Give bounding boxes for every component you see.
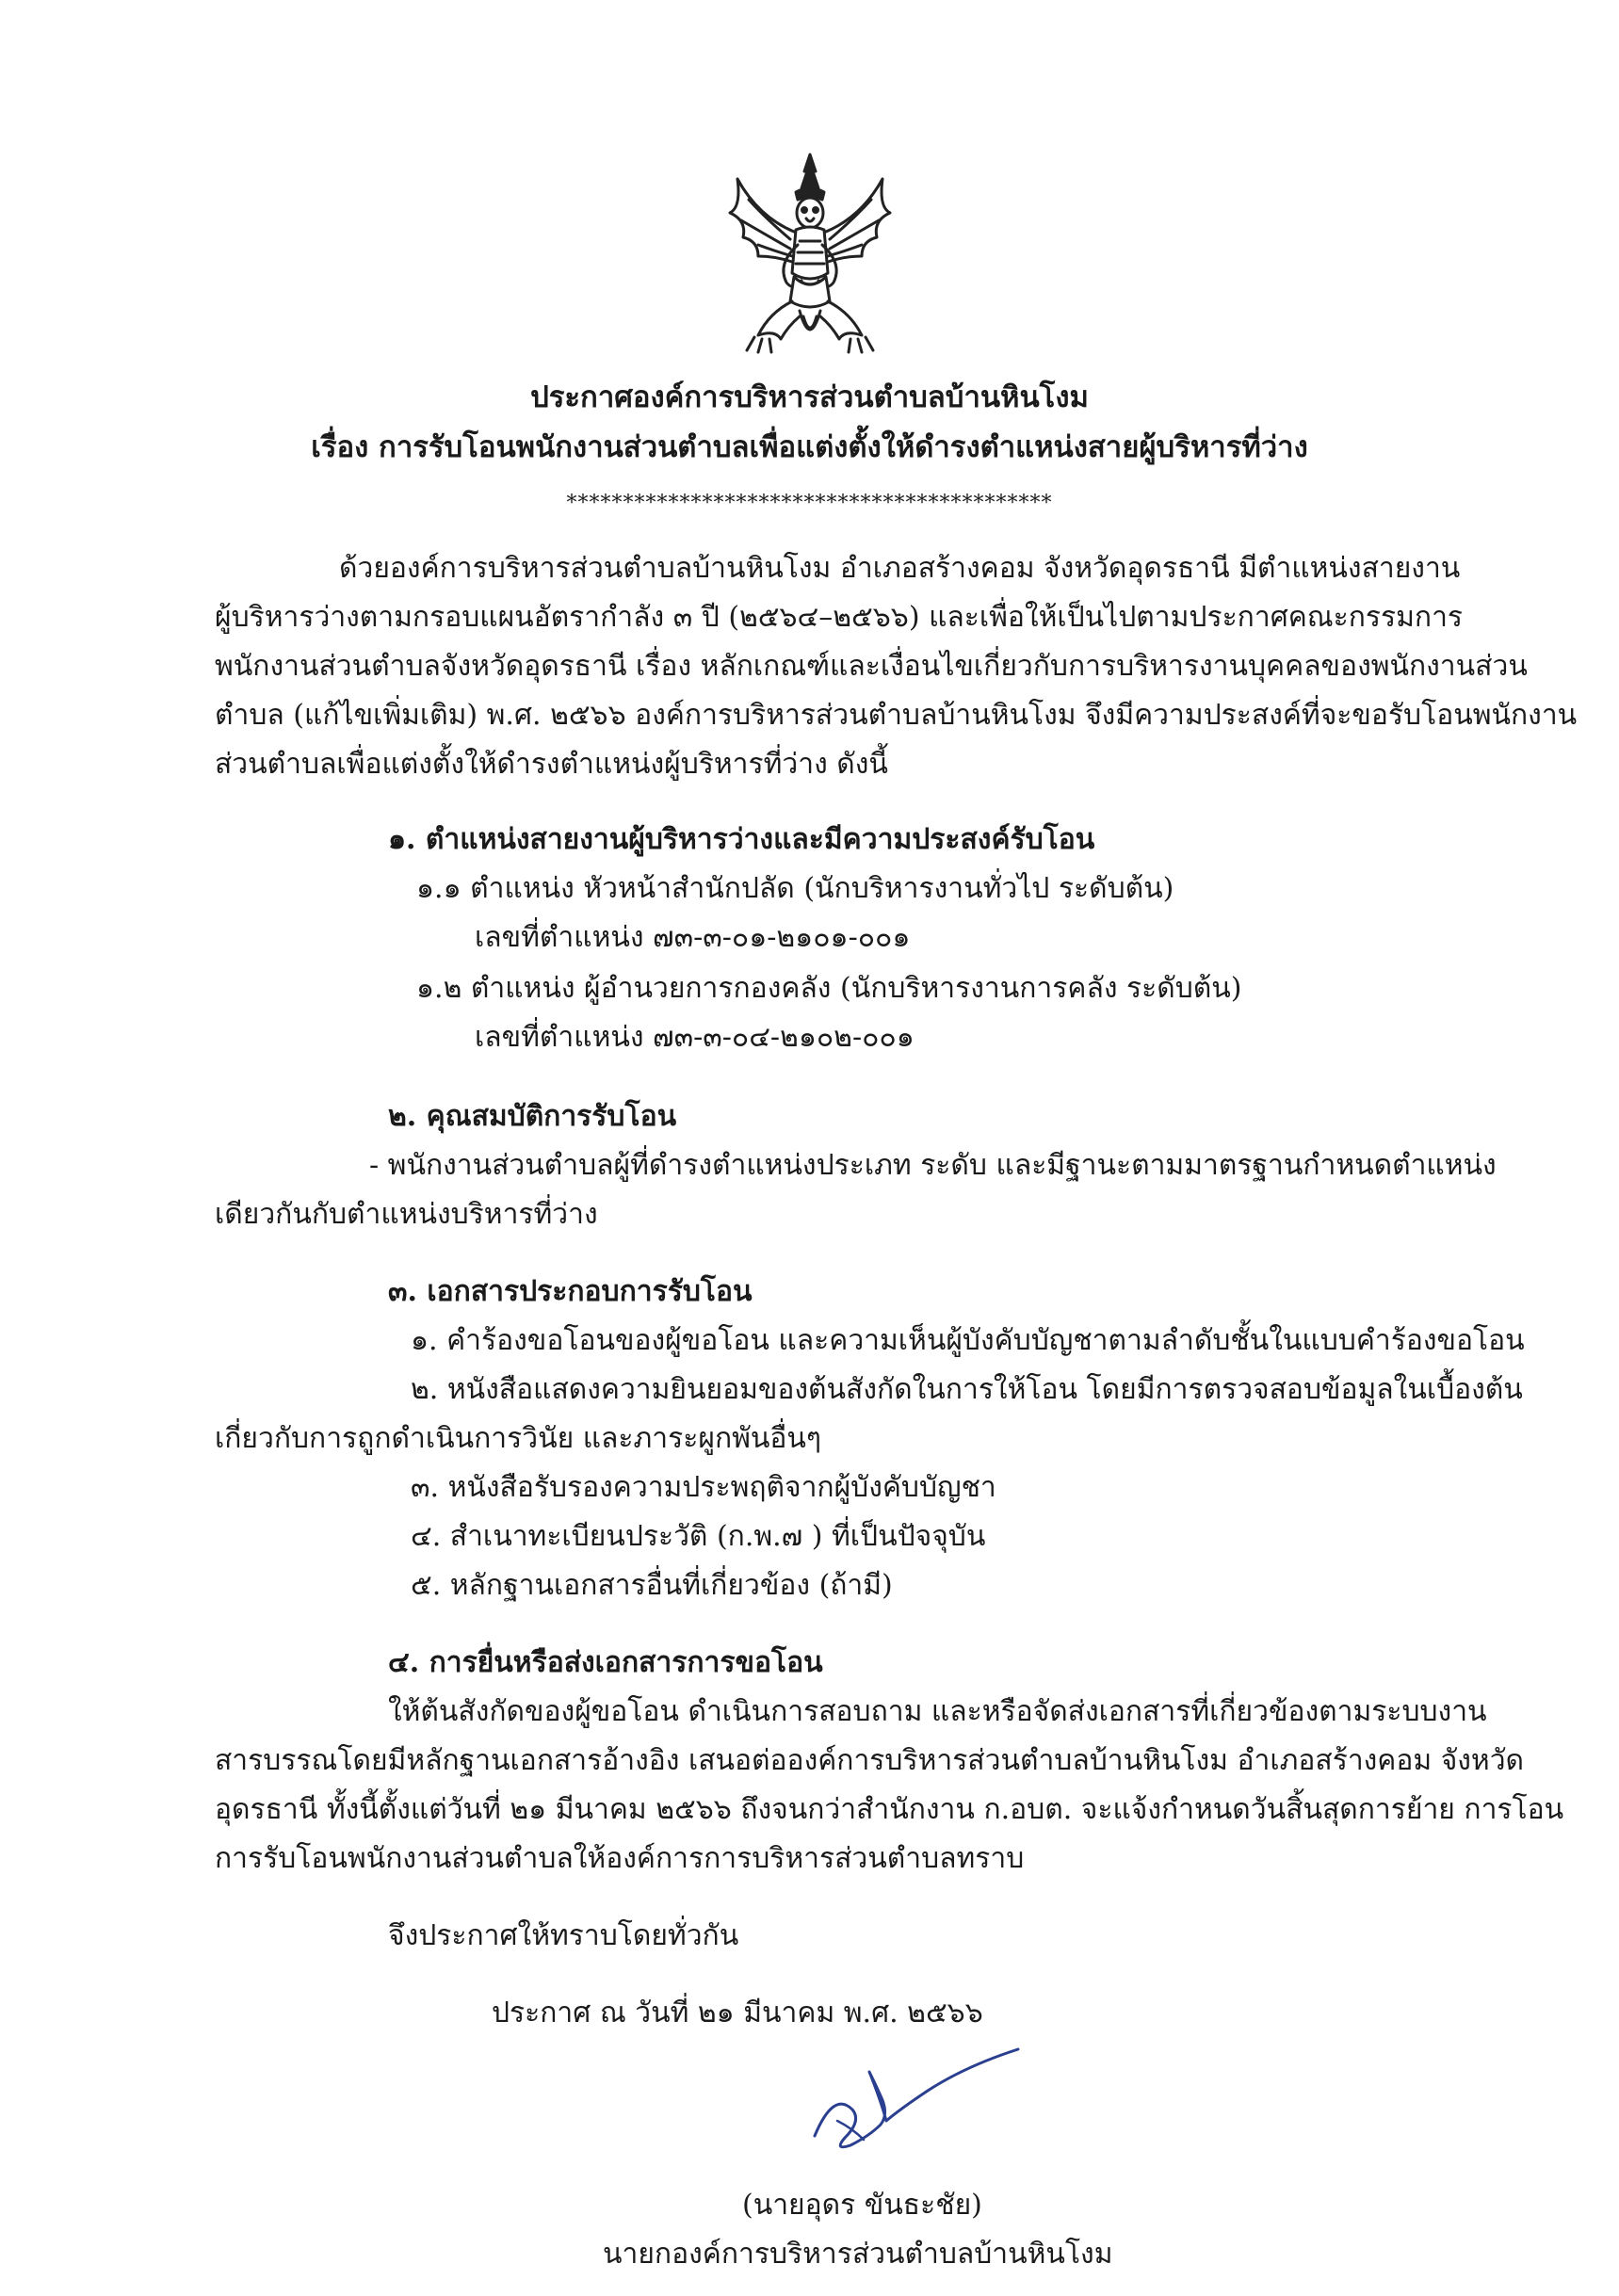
section4-line3: อุดรธานี ทั้งนี้ตั้งแต่วันที่ ๒๑ มีนาคม ๒๕๖๖ ถึงจนกว่าสำนักงาน ก.อบต. จะแจ้งกำหนดวันสิ้นสุดการย้าย การโอน	[215, 1793, 1564, 1826]
announcement-subject: เรื่อง การรับโอนพนักงานส่วนตำบลเพื่อแต่งตั้งให้ดำรงตำแหน่งสายผู้บริหารที่ว่าง	[311, 430, 1308, 464]
section3-item5: ๕. หลักฐานเอกสารอื่นที่เกี่ยวข้อง (ถ้ามี)	[411, 1569, 893, 1602]
section3-heading: ๓. เอกสารประกอบการรับโอน	[388, 1275, 753, 1308]
signer-name: (นายอุดร ขันธะชัย)	[742, 2189, 982, 2222]
signature-icon	[796, 2034, 1031, 2175]
section2-heading: ๒. คุณสมบัติการรับโอน	[388, 1100, 677, 1133]
section4-line2: สารบรรณโดยมีหลักฐานเอกสารอ้างอิง เสนอต่อองค์การบริหารส่วนตำบลบ้านหินโงม อำเภอสร้างคอม จังหวัด	[215, 1744, 1525, 1777]
separator-stars: *******************************************	[566, 492, 1053, 515]
intro-line-4: ตำบล (แก้ไขเพิ่มเติม) พ.ศ. ๒๕๖๖ องค์การบริหารส่วนตำบลบ้านหินโงม จึงมีความประสงค์ที่จะขอรับโอนพนักงาน	[215, 699, 1578, 732]
closing-date: ประกาศ ณ วันที่ ๒๑ มีนาคม พ.ศ. ๒๕๖๖	[492, 1997, 983, 2029]
section2-line1: - พนักงานส่วนตำบลผู้ที่ดำรงตำแหน่งประเภท ระดับ และมีฐานะตามมาตรฐานกำหนดตำแหน่ง	[369, 1149, 1497, 1182]
section3-item2a: ๒. หนังสือแสดงความยินยอมของต้นสังกัดในการให้โอน โดยมีการตรวจสอบข้อมูลในเบื้องต้น	[411, 1373, 1523, 1406]
signer-title: นายกองค์การบริหารส่วนตำบลบ้านหินโงม	[603, 2238, 1113, 2271]
intro-line-5: ส่วนตำบลเพื่อแต่งตั้งให้ดำรงตำแหน่งผู้บริหารที่ว่าง ดังนี้	[215, 748, 888, 781]
section3-item3: ๓. หนังสือรับรองความประพฤติจากผู้บังคับบัญชา	[411, 1471, 996, 1504]
section3-item2b: เกี่ยวกับการถูกดำเนินการวินัย และภาระผูกพันอื่นๆ	[215, 1422, 822, 1455]
section1-heading: ๑. ตำแหน่งสายงานผู้บริหารว่างและมีความประสงค์รับโอน	[388, 823, 1095, 856]
section2-line2: เดียวกันกับตำแหน่งบริหารที่ว่าง	[215, 1198, 598, 1231]
intro-line-2: ผู้บริหารว่างตามกรอบแผนอัตรากำลัง ๓ ปี (๒๕๖๔–๒๕๖๖) และเพื่อให้เป็นไปตามประกาศคณะกรรมการ	[215, 601, 1464, 634]
section4-line1: ให้ต้นสังกัดของผู้ขอโอน ดำเนินการสอบถาม และหรือจัดส่งเอกสารที่เกี่ยวข้องตามระบบงาน	[388, 1695, 1487, 1728]
section3-item4: ๔. สำเนาทะเบียนประวัติ (ก.พ.๗ ) ที่เป็นปัจจุบัน	[411, 1520, 986, 1553]
intro-line-3: พนักงานส่วนตำบลจังหวัดอุดรธานี เรื่อง หลักเกณฑ์และเงื่อนไขเกี่ยวกับการบริหารงานบุคคลของพนักงานส่วน	[215, 650, 1528, 683]
garuda-emblem-icon	[720, 151, 899, 358]
intro-line-1: ด้วยองค์การบริหารส่วนตำบลบ้านหินโงม อำเภอสร้างคอม จังหวัดอุดรธานี มีตำแหน่งสายงาน	[339, 552, 1461, 585]
section1-item1-number: เลขที่ตำแหน่ง ๗๓-๓-๐๑-๒๑๐๑-๐๐๑	[475, 921, 911, 954]
section1-item1: ๑.๑ ตำแหน่ง หัวหน้าสำนักปลัด (นักบริหารงานทั่วไป ระดับต้น)	[416, 872, 1174, 905]
section3-item1: ๑. คำร้องขอโอนของผู้ขอโอน และความเห็นผู้บังคับบัญชาตามลำดับชั้นในแบบคำร้องขอโอน	[411, 1324, 1525, 1357]
section1-item2: ๑.๒ ตำแหน่ง ผู้อำนวยการกองคลัง (นักบริหารงานการคลัง ระดับต้น)	[416, 972, 1242, 1005]
section4-line4: การรับโอนพนักงานส่วนตำบลให้องค์การการบริหารส่วนตำบลทราบ	[215, 1842, 1025, 1875]
closing-announce: จึงประกาศให้ทราบโดยทั่วกัน	[388, 1919, 739, 1952]
announcement-title: ประกาศองค์การบริหารส่วนตำบลบ้านหินโงม	[530, 380, 1089, 414]
section1-item2-number: เลขที่ตำแหน่ง ๗๓-๓-๐๔-๒๑๐๒-๐๐๑	[475, 1021, 915, 1054]
section4-heading: ๔. การยื่นหรือส่งเอกสารการขอโอน	[388, 1646, 823, 1679]
